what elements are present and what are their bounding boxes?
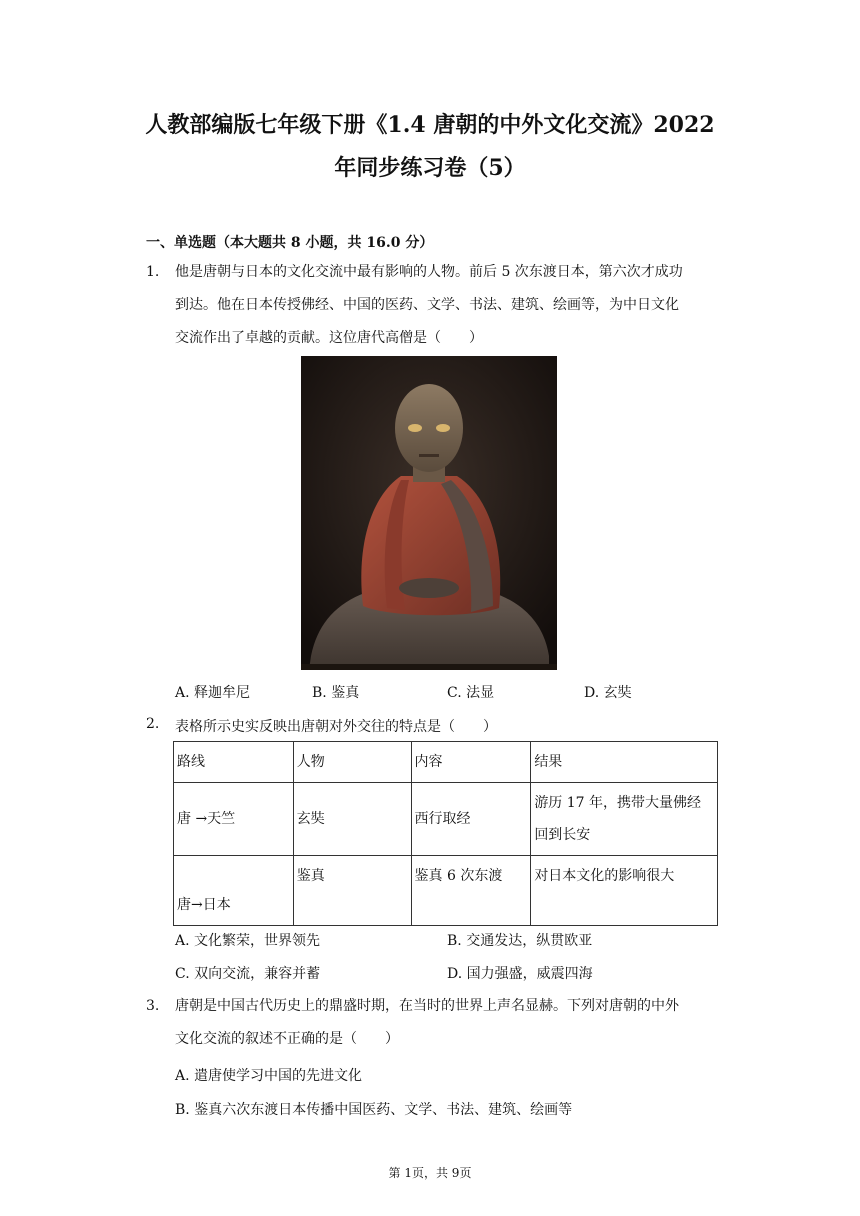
q1-text	[175, 256, 720, 355]
table-header-row	[174, 742, 718, 783]
q1-text-line-2: 到达。他在日本传授佛经、中国的医药、文学、书法、建筑、绘画等，为中日文化	[175, 297, 679, 313]
table-cell: 鉴真	[293, 856, 411, 926]
q1-number: 1.	[146, 264, 160, 280]
q2-option-b[interactable]: B. 交通发达，纵贯欧亚	[447, 933, 593, 949]
q3-option-a[interactable]: A. 遣唐使学习中国的先进文化	[175, 1068, 363, 1084]
document-title-line-1: 人教部编版七年级下册《1.4 唐朝的中外文化交流》2022	[145, 112, 715, 138]
table-cell-line: 游历 17 年，携带大量佛经	[534, 795, 702, 811]
section-heading: 一、单选题（本大题共 8 小题，共 16.0 分）	[146, 235, 434, 251]
q3-text	[175, 990, 720, 1056]
q2-option-d[interactable]: D. 国力强盛，威震四海	[447, 966, 593, 982]
history-table	[173, 741, 718, 926]
q2-number: 2.	[146, 716, 160, 732]
monk-statue-photo	[301, 356, 557, 670]
table-cell: 玄奘	[293, 783, 411, 856]
q3-text-line-2: 文化交流的叙述不正确的是（ ）	[175, 1031, 399, 1047]
table-cell: 唐→日本	[174, 856, 294, 926]
table-cell: 鉴真 6 次东渡	[411, 856, 531, 926]
table-row	[174, 783, 718, 856]
table-cell-line: 回到长安	[534, 827, 591, 843]
q1-text-line-3: 交流作出了卓越的贡献。这位唐代高僧是（ ）	[175, 330, 483, 346]
table-header-cell: 内容	[411, 742, 531, 783]
table-header-cell: 结果	[531, 742, 718, 783]
q1-option-b[interactable]: B. 鉴真	[312, 685, 360, 701]
q2-text: 表格所示史实反映出唐朝对外交往的特点是（ ）	[175, 719, 497, 735]
q3-text-line-1: 唐朝是中国古代历史上的鼎盛时期，在当时的世界上声名显赫。下列对唐朝的中外	[175, 998, 679, 1014]
q2-option-a[interactable]: A. 文化繁荣，世界领先	[175, 933, 321, 949]
q3-number: 3.	[146, 998, 160, 1014]
q1-text-line-1: 他是唐朝与日本的文化交流中最有影响的人物。前后 5 次东渡日本，第六次才成功	[175, 264, 683, 280]
page-footer: 第 1页，共 9页	[388, 1166, 472, 1180]
q2-option-c[interactable]: C. 双向交流，兼容并蓄	[175, 966, 321, 982]
table-cell	[531, 783, 718, 856]
q3-option-b[interactable]: B. 鉴真六次东渡日本传播中国医药、文学、书法、建筑、绘画等	[175, 1102, 573, 1118]
q1-option-c[interactable]: C. 法显	[447, 685, 495, 701]
document-title-line-2: 年同步练习卷（5）	[334, 155, 526, 181]
table-row	[174, 856, 718, 926]
table-cell: 对日本文化的影响很大	[531, 856, 718, 926]
table-cell: 西行取经	[411, 783, 531, 856]
table-header-cell: 人物	[293, 742, 411, 783]
q1-option-a[interactable]: A. 释迦牟尼	[175, 685, 251, 701]
q1-option-d[interactable]: D. 玄奘	[584, 685, 632, 701]
table-header-cell: 路线	[174, 742, 294, 783]
table-cell: 唐 →天竺	[174, 783, 294, 856]
